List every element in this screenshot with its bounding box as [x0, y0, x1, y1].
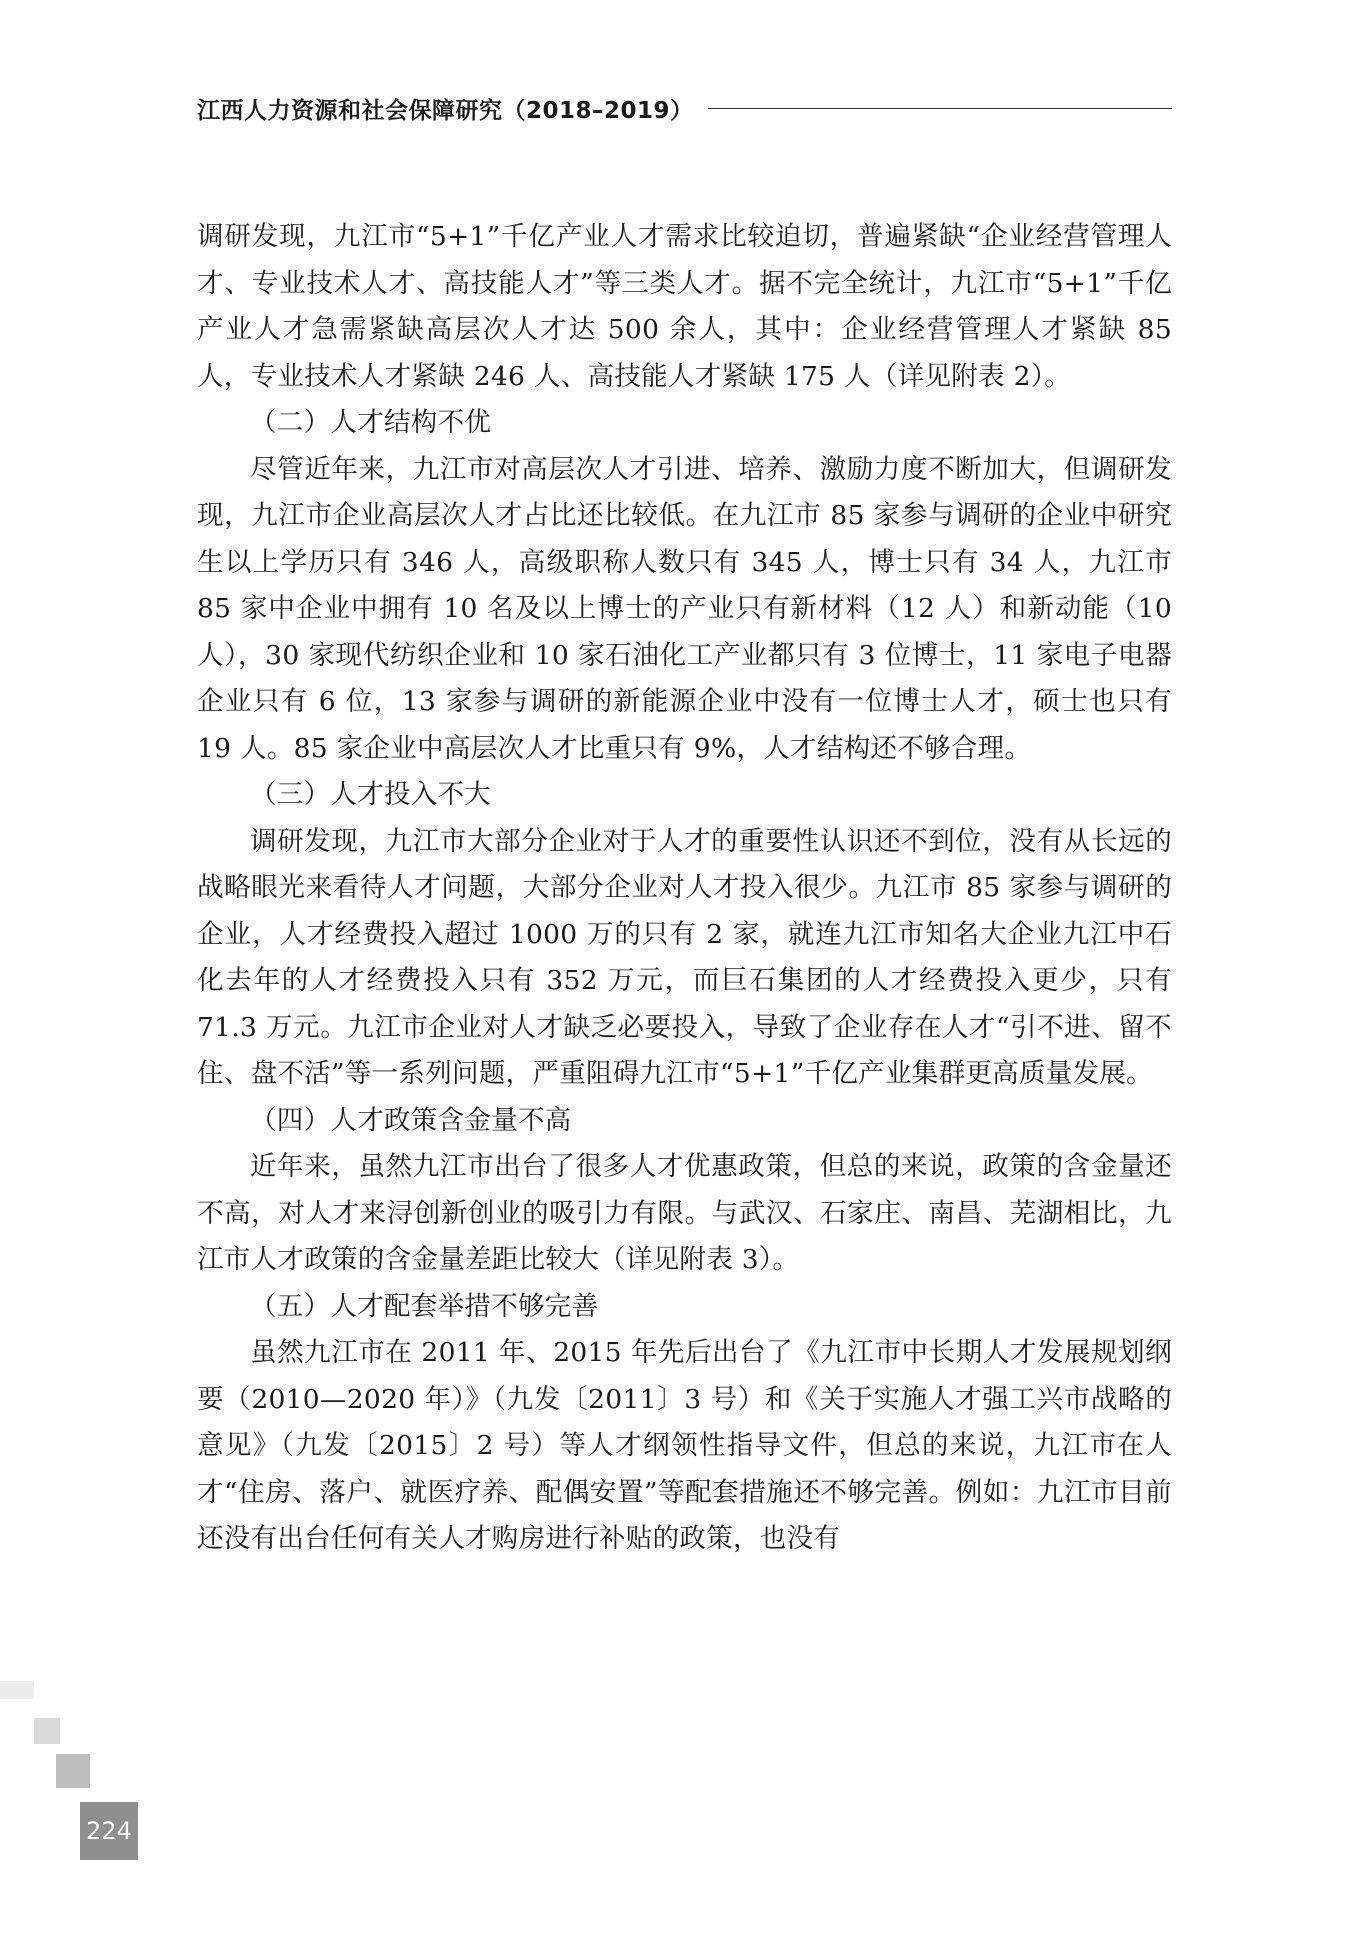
page-body	[197, 214, 1172, 1563]
paragraph-talent-support: 虽然九江市在 2011 年、2015 年先后出台了《九江市中长期人才发展规划纲要（2010—2020 年）》（九发〔2011〕3 号）和《关于实施人才强工兴市战略的意见》（九发〔2015〕2 号）等人才纲领性指导文件，但总的来说，九江市在人才“住房、落户、就医疗养、配偶安置”等配套措施还不够完善。例如：九江市目前还没有出台任何有关人才购房进行补贴的政策，也没有	[197, 1337, 1172, 1554]
paragraph-talent-investment: 调研发现，九江市大部分企业对于人才的重要性认识还不到位，没有从长远的战略眼光来看待人才问题，大部分企业对人才投入很少。九江市 85 家参与调研的企业，人才经费投入超过 1000 万的只有 2 家，就连九江市知名大企业九江中石化去年的人才经费投入只有 352 万元，而巨石集团的人才经费投入更少，只有 71.3 万元。九江市企业对人才缺乏必要投入，导致了企业存在人才“引不进、留不住、盘不活”等一系列问题，严重阻碍九江市“5+1”千亿产业集群更高质量发展。	[197, 825, 1172, 1089]
running-header	[197, 88, 1172, 128]
section-heading-support: （五）人才配套举措不够完善	[250, 1290, 599, 1322]
decorative-square	[56, 1754, 90, 1788]
decorative-square	[0, 1681, 34, 1699]
section-heading-investment: （三）人才投入不大	[250, 779, 492, 810]
section-heading-structure: （二）人才结构不优	[250, 407, 492, 438]
page-number: 224	[80, 1802, 138, 1860]
paragraph-talent-structure: 尽管近年来，九江市对高层次人才引进、培养、激励力度不断加大，但调研发现，九江市企业高层次人才占比还比较低。在九江市 85 家参与调研的企业中研究生以上学历只有 346 人，高级职称人数只有 345 人，博士只有 34 人，九江市 85 家中企业中拥有 10 名及以上博士的产业只有新材料（12 人）和新动能（10 人），30 家现代纺织企业和 10 家石油化工产业都只有 3 位博士，11 家电子电器企业只有 6 位，13 家参与调研的新能源企业中没有一位博士人才，硕士也只有 19 人。85 家企业中高层次人才比重只有 9%，人才结构还不够合理。	[197, 453, 1172, 764]
paragraph-talent-demand: 调研发现，九江市“5+1”千亿产业人才需求比较迫切，普遍紧缺“企业经营管理人才、专业技术人才、高技能人才”等三类人才。据不完全统计，九江市“5+1”千亿产业人才急需紧缺高层次人才达 500 余人，其中：企业经营管理人才紧缺 85 人，专业技术人才紧缺 246 人、高技能人才紧缺 175 人（详见附表 2）。	[197, 221, 1172, 392]
section-heading-policy: （四）人才政策含金量不高	[250, 1104, 572, 1136]
book-title: 江西人力资源和社会保障研究（2018–2019）	[197, 97, 694, 124]
paragraph-talent-policy: 近年来，虽然九江市出台了很多人才优惠政策，但总的来说，政策的含金量还不高，对人才来浔创新创业的吸引力有限。与武汉、石家庄、南昌、芜湖相比，九江市人才政策的含金量差距比较大（详见附表 3）。	[197, 1151, 1172, 1275]
decorative-square	[34, 1718, 60, 1744]
header-rule	[708, 108, 1172, 109]
